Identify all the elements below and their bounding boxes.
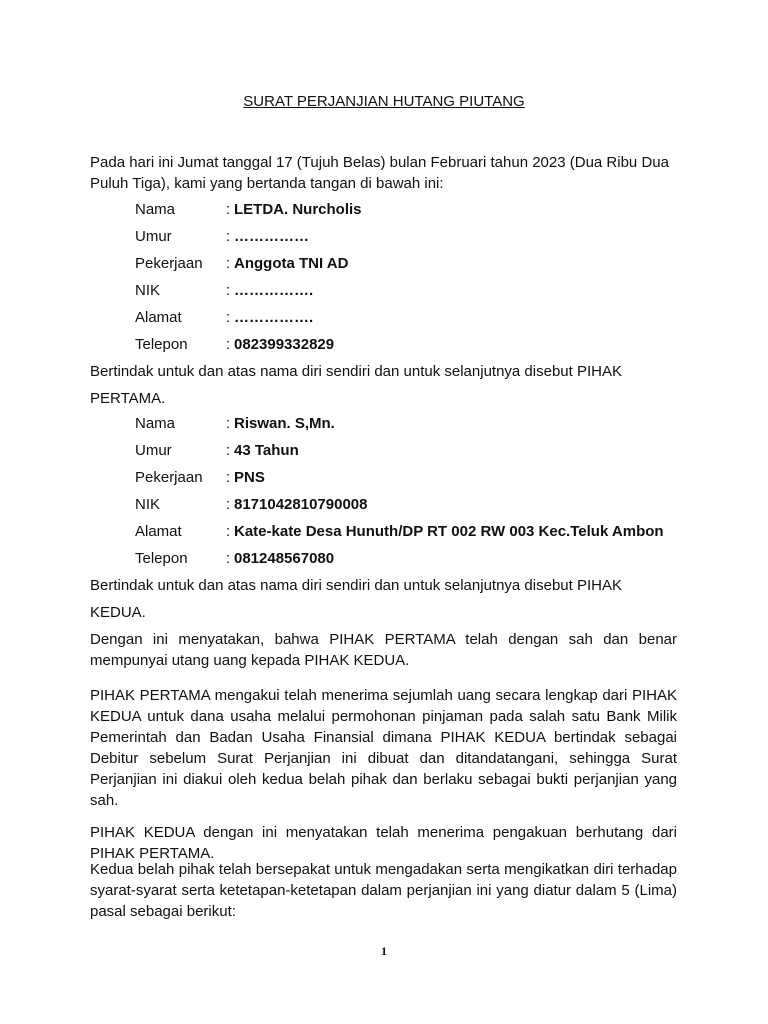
agreement-paragraph: Kedua belah pihak telah bersepakat untuk mengadakan serta mengikatkan diri terhadap syarat-syarat serta ketetapan-ketetapan dalam perjanjian ini yang diatur dalam 5 (Lima) pasal sebagai berikut:	[90, 861, 677, 920]
identity-label: Pekerjaan	[135, 469, 203, 486]
identity-value: …………….	[234, 309, 314, 326]
identity-label: Alamat	[135, 523, 182, 540]
identity-value: Kate-kate Desa Hunuth/DP RT 002 RW 003 Kec.Teluk Ambon	[234, 523, 664, 540]
identity-value: PNS	[234, 469, 265, 486]
intro-paragraph: Pada hari ini Jumat tanggal 17 (Tujuh Belas) bulan Februari tahun 2023 (Dua Ribu Dua Puluh Tiga), kami yang bertanda tangan di bawah ini:	[90, 154, 669, 192]
identity-label: Umur	[135, 228, 172, 245]
identity-label: Umur	[135, 442, 172, 459]
identity-value: 082399332829	[234, 336, 335, 353]
document-title: SURAT PERJANJIAN HUTANG PIUTANG	[243, 93, 525, 110]
identity-value: LETDA. Nurcholis	[234, 201, 362, 218]
identity-value: 081248567080	[234, 550, 335, 567]
identity-value: 8171042810790008	[234, 496, 368, 513]
party2-closing-line2: KEDUA.	[90, 604, 146, 621]
identity-value: Riswan. S,Mn.	[234, 415, 335, 432]
identity-value: ……………	[234, 228, 309, 245]
identity-value: …………….	[234, 282, 314, 299]
party2-closing-line1: Bertindak untuk dan atas nama diri sendiri dan untuk selanjutnya disebut PIHAK	[90, 577, 622, 594]
page-number: 1	[381, 944, 387, 958]
identity-value: Anggota TNI AD	[234, 255, 349, 272]
document-page: SURAT PERJANJIAN HUTANG PIUTANG Pada hari ini Jumat tanggal 17 (Tujuh Belas) bulan Februari tahun 2023 (Dua Ribu Dua Puluh Tiga), kami yang bertanda tangan di bawah ini: Nama : LETDA. Nurcholis Umur : …………… Pekerjaan : Anggota TNI AD NIK : ……………. Alamat : ……………. Telepon : 082399332829 Bertindak untuk dan atas nama diri sendiri dan untuk selanjutnya disebut PIHAK PERTAMA. Nama : Riswan. S,Mn. Umur : 43 Tahun Pekerjaan : PNS NIK : 8171042810790008 Alamat : Kate-kate Desa Hunuth/DP RT 002 RW 003 Kec.Teluk Ambon Telepon : 081248567080 Bertindak untuk dan atas nama diri sendiri dan untuk selanjutnya disebut PIHAK KEDUA. Dengan ini menyatakan, bahwa PIHAK PERTAMA telah dengan sah dan benar mempunyai utang uang kepada PIHAK KEDUA. PIHAK PERTAMA mengakui telah menerima sejumlah uang secara lengkap dari PIHAK KEDUA untuk dana usaha melalui permohonan pinjaman pada salah satu Bank Milik Pemerintah dan Badan Usaha Finansial dimana PIHAK KEDUA bertindak sebagai Debitur sebelum Surat Perjanjian ini dibuat dan ditandatangani, sehingga Surat Perjanjian ini diakui oleh kedua belah pihak dan berlaku sebagai bukti perjanjian yang sah. PIHAK KEDUA dengan ini menyatakan telah menerima pengakuan berhutang dari PIHAK PERTAMA. Kedua belah pihak telah bersepakat untuk mengadakan serta mengikatkan diri terhadap syarat-syarat serta ketetapan-ketetapan dalam perjanjian ini yang diatur dalam 5 (Lima) pasal sebagai berikut: 1	[0, 0, 768, 1024]
identity-label: Pekerjaan	[135, 255, 203, 272]
identity-label: Nama	[135, 415, 176, 432]
party2-statement-paragraph: PIHAK KEDUA dengan ini menyatakan telah menerima pengakuan berhutang dari PIHAK PERTAMA.	[90, 824, 677, 862]
identity-label: Telepon	[135, 336, 188, 353]
party1-closing-line2: PERTAMA.	[90, 390, 166, 407]
acknowledgement-paragraph: PIHAK PERTAMA mengakui telah menerima sejumlah uang secara lengkap dari PIHAK KEDUA untuk dana usaha melalui permohonan pinjaman pada salah satu Bank Milik Pemerintah dan Badan Usaha Finansial dimana PIHAK KEDUA bertindak sebagai Debitur sebelum Surat Perjanjian ini dibuat dan ditandatangani, sehingga Surat Perjanjian ini diakui oleh kedua belah pihak dan berlaku sebagai bukti perjanjian yang sah.	[90, 687, 677, 809]
party1-closing-line1: Bertindak untuk dan atas nama diri sendiri dan untuk selanjutnya disebut PIHAK	[90, 363, 622, 380]
identity-label: Telepon	[135, 550, 188, 567]
identity-label: NIK	[135, 282, 161, 299]
statement-paragraph: Dengan ini menyatakan, bahwa PIHAK PERTAMA telah dengan sah dan benar mempunyai utang uang kepada PIHAK KEDUA.	[90, 631, 677, 669]
identity-label: Nama	[135, 201, 176, 218]
identity-value: 43 Tahun	[234, 442, 299, 459]
identity-label: Alamat	[135, 309, 182, 326]
identity-label: NIK	[135, 496, 161, 513]
